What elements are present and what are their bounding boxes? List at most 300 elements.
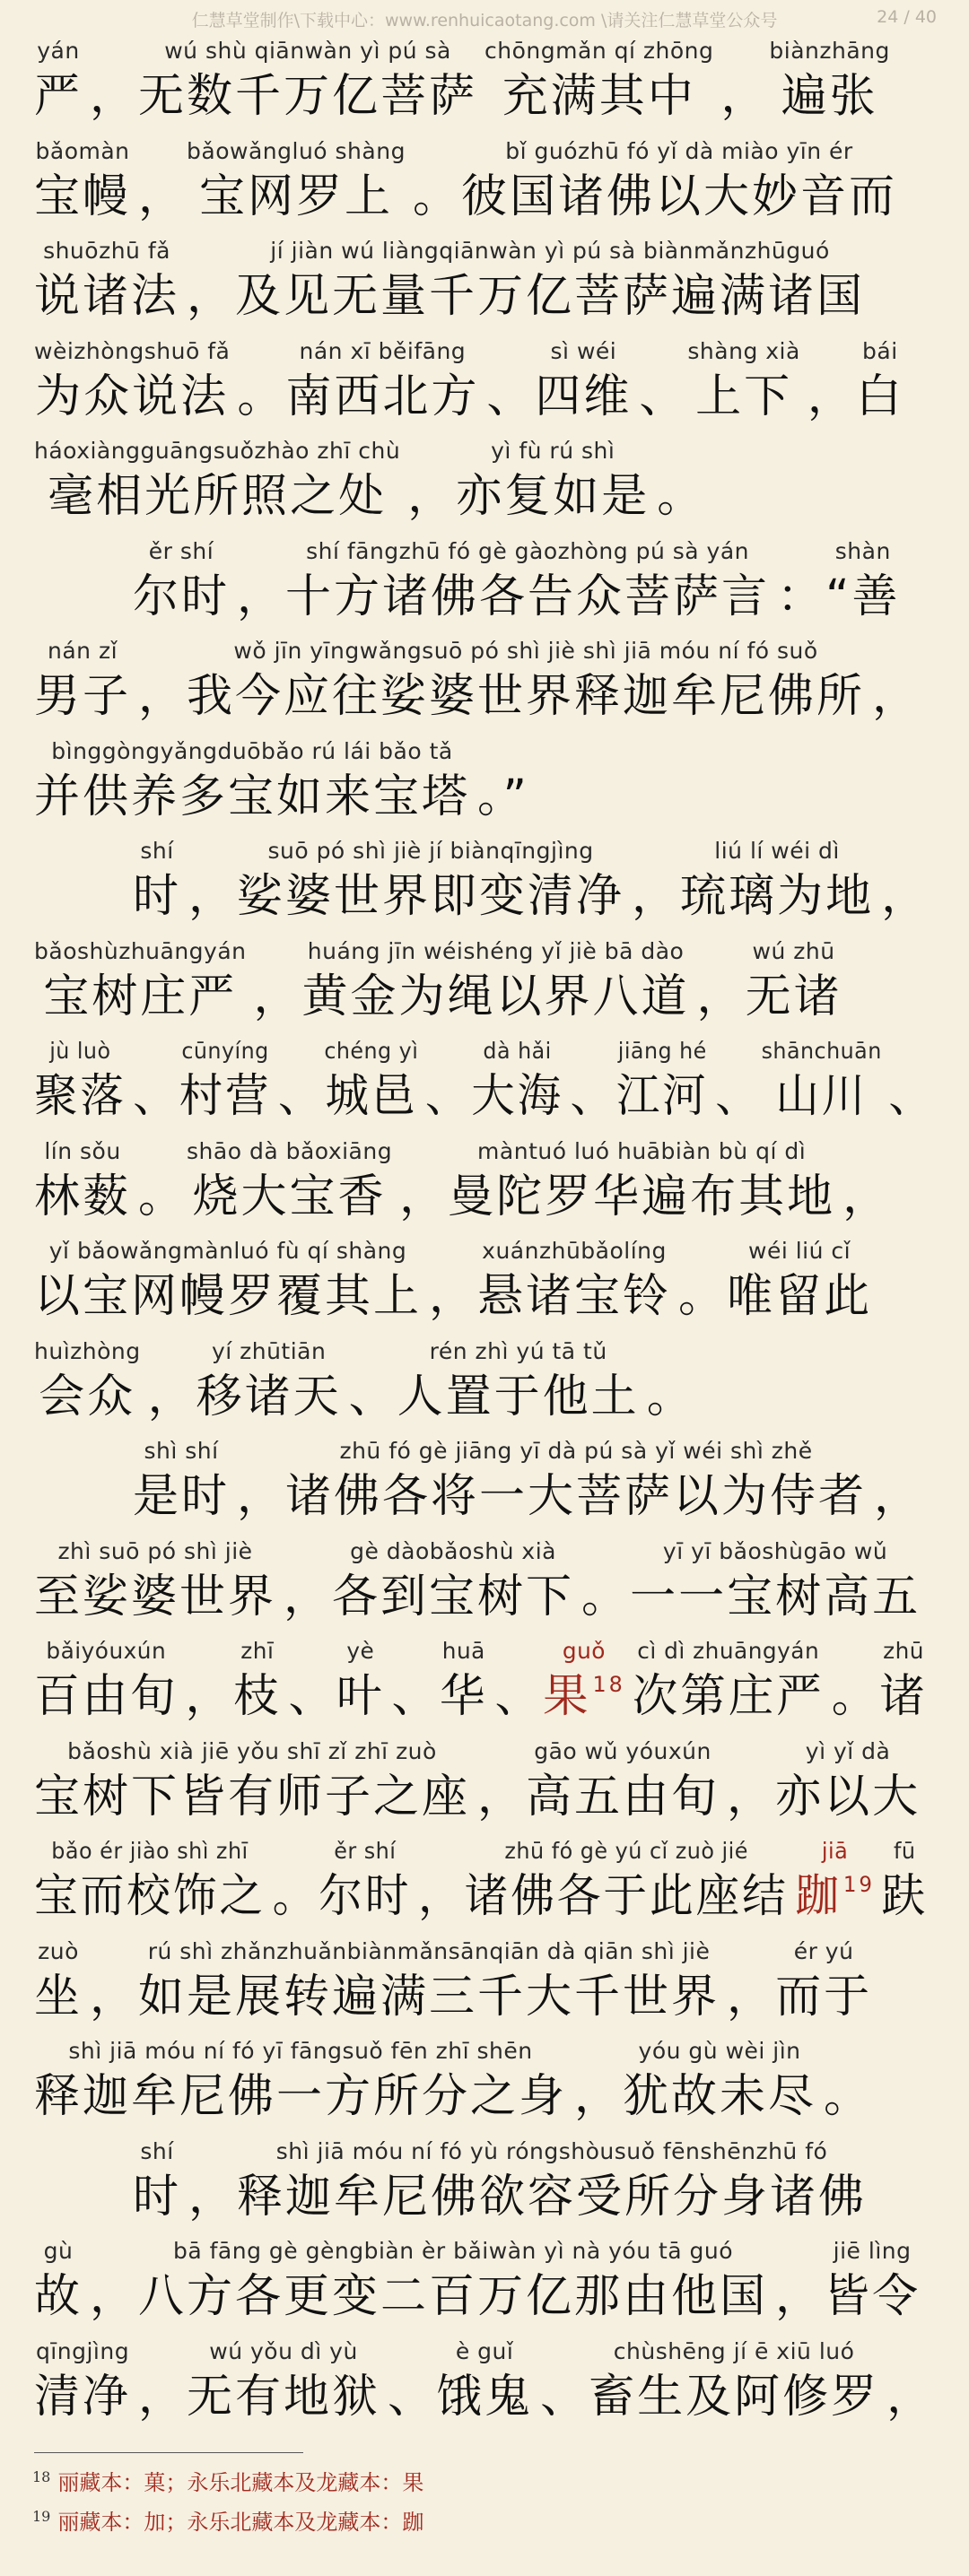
pinyin: rén zhì yú tā tǔ [429,1338,607,1364]
hanzi [48,466,387,527]
hanzi-text: ， [237,1470,286,1523]
pinyin: chōngmǎn qí zhōng [484,38,714,64]
word-group [196,1331,342,1428]
pinyin: zhū fó gè jiāng yī dà pú sà yǐ wéi shì zhě [339,1438,813,1464]
hanzi-text: 充满其中 [502,70,696,123]
word-group [133,531,230,628]
pinyin: wǒ jīn yīngwǎngsuō pó shì jiè shì jiā móu ní fó suǒ [233,638,818,664]
hanzi-text: ， [881,870,930,923]
punctuation [678,1231,727,1327]
pinyin: yì fù rú shì [491,438,615,464]
word-group [34,231,179,327]
hanzi-text: 唯留此 [727,1270,873,1323]
hanzi-text: ， [429,1270,478,1323]
hanzi [188,866,237,927]
punctuation [90,2231,138,2328]
punctuation [715,1031,761,1127]
word-group [34,131,131,228]
hanzi [465,1867,789,1928]
punctuation [581,1531,630,1628]
word-group [34,2331,131,2428]
text-line [34,431,705,527]
pinyin: shì shí [144,1438,219,1464]
pinyin: nán xī běifāng [299,338,467,364]
hanzi [90,66,138,127]
pinyin: yì yǐ dà [805,1738,891,1764]
punctuation [138,2331,187,2428]
punctuation [872,631,921,727]
punctuation [273,1831,319,1928]
word-group [762,1031,882,1127]
hanzi-text: 林薮 [34,1171,132,1223]
word-group [440,1631,488,1727]
hanzi-text: 、 [570,1070,616,1123]
hanzi-text: 四维 [535,370,633,423]
hanzi-text: 宝幔 [34,170,132,223]
word-group [34,1931,83,2028]
word-group [237,831,624,927]
hanzi [332,1567,574,1628]
hanzi-text: 白 [855,370,904,423]
hanzi [186,1667,234,1727]
pinyin: wèizhòngshuō fǎ [34,338,231,364]
punctuation [697,931,746,1028]
hanzi-text: 亦复如是 [456,470,650,523]
pinyin: cūnyíng [181,1038,269,1064]
word-group [138,1931,720,2028]
hanzi-text: ， [138,2371,188,2424]
pinyin: jiē lìng [833,2238,912,2264]
hanzi [678,1266,727,1327]
word-group [461,131,897,228]
word-group [133,1431,230,1527]
hanzi [632,866,680,927]
hanzi-text: 说诸法 [34,270,180,323]
word-group [324,1031,418,1127]
word-group [285,531,770,628]
hanzi [319,1867,411,1928]
text-line [34,1131,891,1228]
hanzi-text: ， [138,670,188,723]
word-group [825,531,900,628]
hanzi [448,1167,835,1228]
punctuation [388,2331,436,2428]
hanzi [657,466,705,527]
hanzi-text: 诸佛各于此座结 [464,1870,789,1923]
word-group [879,1631,928,1727]
text-line [34,731,529,828]
pinyin: wú zhū [752,938,835,964]
punctuation [237,1431,285,1527]
hanzi [273,1867,319,1928]
hanzi [727,1266,872,1327]
hanzi [842,1167,891,1228]
text-line [34,931,850,1028]
pinyin: guǒ [562,1638,606,1664]
hanzi-text: ， [90,1971,139,2023]
punctuation [407,431,456,527]
hanzi-text: ， [284,1571,333,1623]
hanzi [34,2367,131,2428]
hanzi-text: 各到宝树下 [332,1571,575,1623]
hanzi-text: 华 [440,1670,488,1723]
hanzi-text: 、 [715,1070,762,1123]
hanzi [881,1867,928,1928]
hanzi-text: 江河 [615,1070,709,1123]
hanzi-text: 、 [494,1670,544,1723]
pinyin: yǐ bǎowǎngmànluó fù qí shàng [48,1238,407,1264]
word-group [471,1031,563,1127]
pinyin: qīngjìng [35,2338,130,2364]
word-group [336,1631,385,1727]
hanzi-text: 饿鬼 [436,2371,534,2424]
pinyin: suō pó shì jiè jí biànqīngjìng [267,838,594,864]
hanzi-text: 、 [424,1070,472,1123]
word-group [34,30,83,127]
hanzi [436,2367,533,2428]
hanzi-text: 时 [133,2171,182,2224]
hanzi-text: ， [188,2171,238,2224]
hanzi-text: 。 [831,1670,880,1723]
hanzi [808,367,856,428]
punctuation [148,1331,196,1428]
word-group [34,1131,131,1228]
hanzi-text: 上下 [695,370,793,423]
hanzi [775,1066,868,1127]
punctuation [886,2331,935,2428]
hanzi [34,66,83,127]
punctuation [727,1931,775,2028]
hanzi-text: 尔时 [319,1870,412,1923]
punctuation [888,1031,934,1127]
pinyin: wú shù qiānwàn yì pú sà [164,38,451,64]
hanzi-text: 、 [277,1070,325,1123]
pinyin: jù luò [49,1038,111,1064]
hanzi [138,2267,768,2328]
pinyin: chéng yì [324,1038,419,1064]
punctuation [418,1831,465,1928]
hanzi [825,567,900,628]
word-group [448,1131,835,1228]
hanzi-text: 亦以大 [775,1771,921,1823]
hanzi [795,1867,874,1928]
text-line [34,2231,928,2328]
hanzi-text: 释迦牟尼佛欲容受所分身诸佛 [237,2171,868,2224]
pinyin: è guǐ [455,2338,514,2364]
hanzi [285,1466,867,1527]
hanzi-text: 琉璃为地 [680,870,875,923]
word-group [623,2031,816,2128]
pinyin: jiāng hé [617,1038,707,1064]
hanzi-text: ， [187,270,236,323]
hanzi-text: 、 [486,370,536,423]
punctuation [777,531,825,628]
hanzi-text: ， [147,1371,196,1423]
punctuation [639,331,687,428]
footnote-ref[interactable]: 19 [842,1872,875,1897]
pinyin: ěr shí [148,538,214,564]
hanzi-text: 诸 [879,1670,928,1723]
footnote-ref[interactable]: 18 [592,1672,625,1697]
hanzi-text: 、 [388,2371,437,2424]
hanzi-text: 。 [646,1371,695,1423]
hanzi [494,1667,543,1727]
hanzi-text: 、 [639,370,688,423]
hanzi-text: ， [807,370,856,423]
hanzi [388,2367,436,2428]
hanzi-text: 是时 [133,1470,231,1523]
hanzi [233,1667,282,1727]
hanzi-text: 时 [133,870,182,923]
hanzi [302,967,690,1028]
hanzi-text: ， [720,70,770,123]
hanzi-text: ， [188,870,238,923]
text-line [34,1331,695,1428]
hanzi [133,1066,179,1127]
punctuation [138,131,187,228]
hanzi [133,1466,230,1527]
punctuation [278,1031,324,1127]
pinyin: nán zǐ [47,638,118,664]
hanzi [881,866,930,927]
word-group [484,30,713,127]
hanzi-text: 娑婆世界即变清净 [237,870,625,923]
pinyin: zhì suō pó shì jiè [57,1538,253,1564]
hanzi [872,666,921,727]
hanzi-text: 十方诸佛各告众菩萨言 [285,570,771,623]
hanzi [574,2067,623,2128]
hanzi [391,1667,440,1727]
punctuation [237,531,285,628]
hanzi-text: 宝树庄严 [43,970,238,1023]
pinyin: fū [893,1838,916,1864]
hanzi-text: ， [872,670,921,723]
pinyin: yóu gù wèi jìn [638,2038,801,2064]
punctuation [832,1631,880,1727]
text-line [34,231,872,327]
hanzi-text: 。 [138,1171,188,1223]
hanzi [397,1367,640,1428]
text-line [133,2131,874,2228]
word-group [179,1031,272,1127]
word-group [302,931,690,1028]
punctuation [188,831,237,927]
punctuation [186,1631,234,1727]
hanzi [133,866,181,927]
hanzi [399,1167,448,1228]
pinyin: yè [346,1638,375,1664]
hanzi-text: 枝 [233,1670,282,1723]
hanzi [581,1567,630,1628]
pinyin: shì jiā móu ní fó yī fāngsuǒ fēn zhī shēn [68,2038,533,2064]
hanzi-text: ， [632,870,681,923]
hanzi [34,666,131,727]
hanzi-text: ， [727,1771,776,1823]
hanzi [775,1767,921,1828]
text-line [34,631,921,727]
word-group [285,331,479,428]
hanzi-text: ， [842,1171,892,1223]
hanzi-text: 。 [824,2070,873,2123]
hanzi [477,1767,526,1828]
pinyin: ěr shí [334,1838,397,1864]
word-group [687,331,799,428]
text-line [34,1031,935,1127]
hanzi-text: 南西北方 [285,370,480,423]
pinyin: shàng xià [687,338,800,364]
hanzi-text: 犹故未尽 [623,2070,817,2123]
hanzi-text: 移诸天 [196,1371,342,1423]
word-group [34,1331,141,1428]
hanzi-text: 遍张 [781,70,878,123]
hanzi-text: 趺 [881,1870,929,1923]
page-number: 24 / 40 [877,7,937,27]
hanzi-text: 宝树下皆有师子之座 [34,1771,471,1823]
pinyin: shí fāngzhū fó gè gàozhòng pú sà yán [306,538,749,564]
text-line [34,2331,935,2428]
hanzi-text: 并供养多宝如来宝塔 [34,770,471,823]
hanzi [34,1967,83,2028]
footnote-19 [32,2504,423,2536]
punctuation [720,30,769,127]
word-group [34,1831,266,1928]
hanzi [34,1667,179,1727]
hanzi [616,1066,709,1127]
hanzi [284,1567,332,1628]
pinyin: gù [43,2238,74,2264]
hanzi [34,1567,276,1628]
word-group [34,431,400,527]
hanzi [187,2367,380,2428]
word-group [34,731,470,828]
hanzi-text: 。 [657,470,706,523]
hanzi-text: 。” [477,770,529,823]
pinyin: bā fāng gè gèngbiàn èr bǎiwàn yì nà yóu tā guó [173,2238,734,2264]
punctuation [657,431,705,527]
hanzi-text: 人置于他土 [397,1371,640,1423]
hanzi-text: 。 [678,1270,728,1323]
hanzi [540,2367,589,2428]
pinyin: bái [862,338,898,364]
hanzi-text: 至娑婆世界 [34,1571,277,1623]
hanzi-text: 坐 [34,1971,83,2023]
hanzi [413,167,461,228]
pinyin: jiā [821,1838,849,1864]
word-group [477,1231,671,1327]
hanzi [535,367,632,428]
pinyin: yī yī bǎoshùgāo wǔ [662,1538,888,1564]
word-group [795,1831,874,1928]
hanzi [254,967,302,1028]
hanzi [425,1066,471,1127]
hanzi-text: 。 [272,1870,319,1923]
word-group [237,2131,867,2228]
hanzi [456,466,650,527]
punctuation [874,1431,922,1527]
pinyin: shàn [834,538,891,564]
hanzi-text: ， [407,470,457,523]
hanzi [133,2167,181,2228]
word-group [187,2331,380,2428]
hanzi-text: ， [874,1470,923,1523]
hanzi [695,367,792,428]
word-group [187,131,406,228]
punctuation [133,1031,179,1127]
word-group [34,1531,276,1628]
hanzi-text: 一一宝树高五 [630,1571,921,1623]
pinyin: huā [441,1638,485,1664]
pinyin: háoxiàngguāngsuǒzhào zhī chù [34,438,401,464]
hanzi [543,1667,625,1727]
hanzi-text: 。 [581,1571,631,1623]
pinyin: bǎomàn [35,138,130,164]
pinyin: shí [140,838,174,864]
hanzi [138,66,477,127]
hanzi [34,1867,266,1928]
hanzi-text: 黄金为绳以界八道 [301,970,690,1023]
hanzi-text: ， [418,1870,465,1923]
punctuation [824,2031,872,2128]
hanzi-text: 清净 [34,2371,132,2424]
word-group [34,1231,422,1327]
word-group [34,1031,127,1127]
hanzi-text: ， [775,2270,825,2323]
hanzi [727,1967,775,2028]
pinyin: yí zhūtiān [211,1338,327,1364]
text-line [133,831,930,927]
punctuation [289,1631,337,1727]
hanzi-text: ， [90,2270,139,2323]
hanzi-text: 严 [34,70,83,123]
hanzi [775,1967,872,2028]
footnote-number: 19 [32,2508,51,2525]
hanzi [418,1867,465,1928]
hanzi [680,866,874,927]
hanzi [278,1066,324,1127]
hanzi [34,1066,127,1127]
hanzi-text: 聚落 [34,1070,127,1123]
hanzi-text: 叶 [336,1670,385,1723]
punctuation [647,1331,695,1428]
hanzi [727,1767,775,1828]
word-group [824,2231,921,2328]
punctuation [486,331,535,428]
hanzi-text: ， [138,170,188,223]
hanzi [235,266,865,327]
hanzi [237,2167,867,2228]
punctuation [808,331,856,428]
hanzi-text: 无有地狱 [187,2371,381,2424]
hanzi-text: 。 [237,370,286,423]
hanzi-text: ， [696,970,746,1023]
text-line [133,531,907,628]
pinyin: liú lí wéi dì [714,838,840,864]
hanzi [824,2267,921,2328]
hanzi [90,2267,138,2328]
hanzi-text: 毫相光所照之处 [48,470,388,523]
hanzi [623,2067,816,2128]
hanzi-text: 畜生及阿修罗 [589,2371,880,2424]
hanzi [34,1167,131,1228]
text-line [133,1431,922,1527]
hanzi [34,2267,83,2328]
hanzi [571,1066,616,1127]
pinyin: xuánzhūbǎolíng [482,1238,667,1264]
hanzi-text: 、 [133,1070,179,1123]
hanzi [777,567,825,628]
hanzi [138,1967,720,2028]
pinyin: rú shì zhǎnzhuǎnbiànmǎnsānqiān dà qiān shì jiè [147,1938,711,1964]
